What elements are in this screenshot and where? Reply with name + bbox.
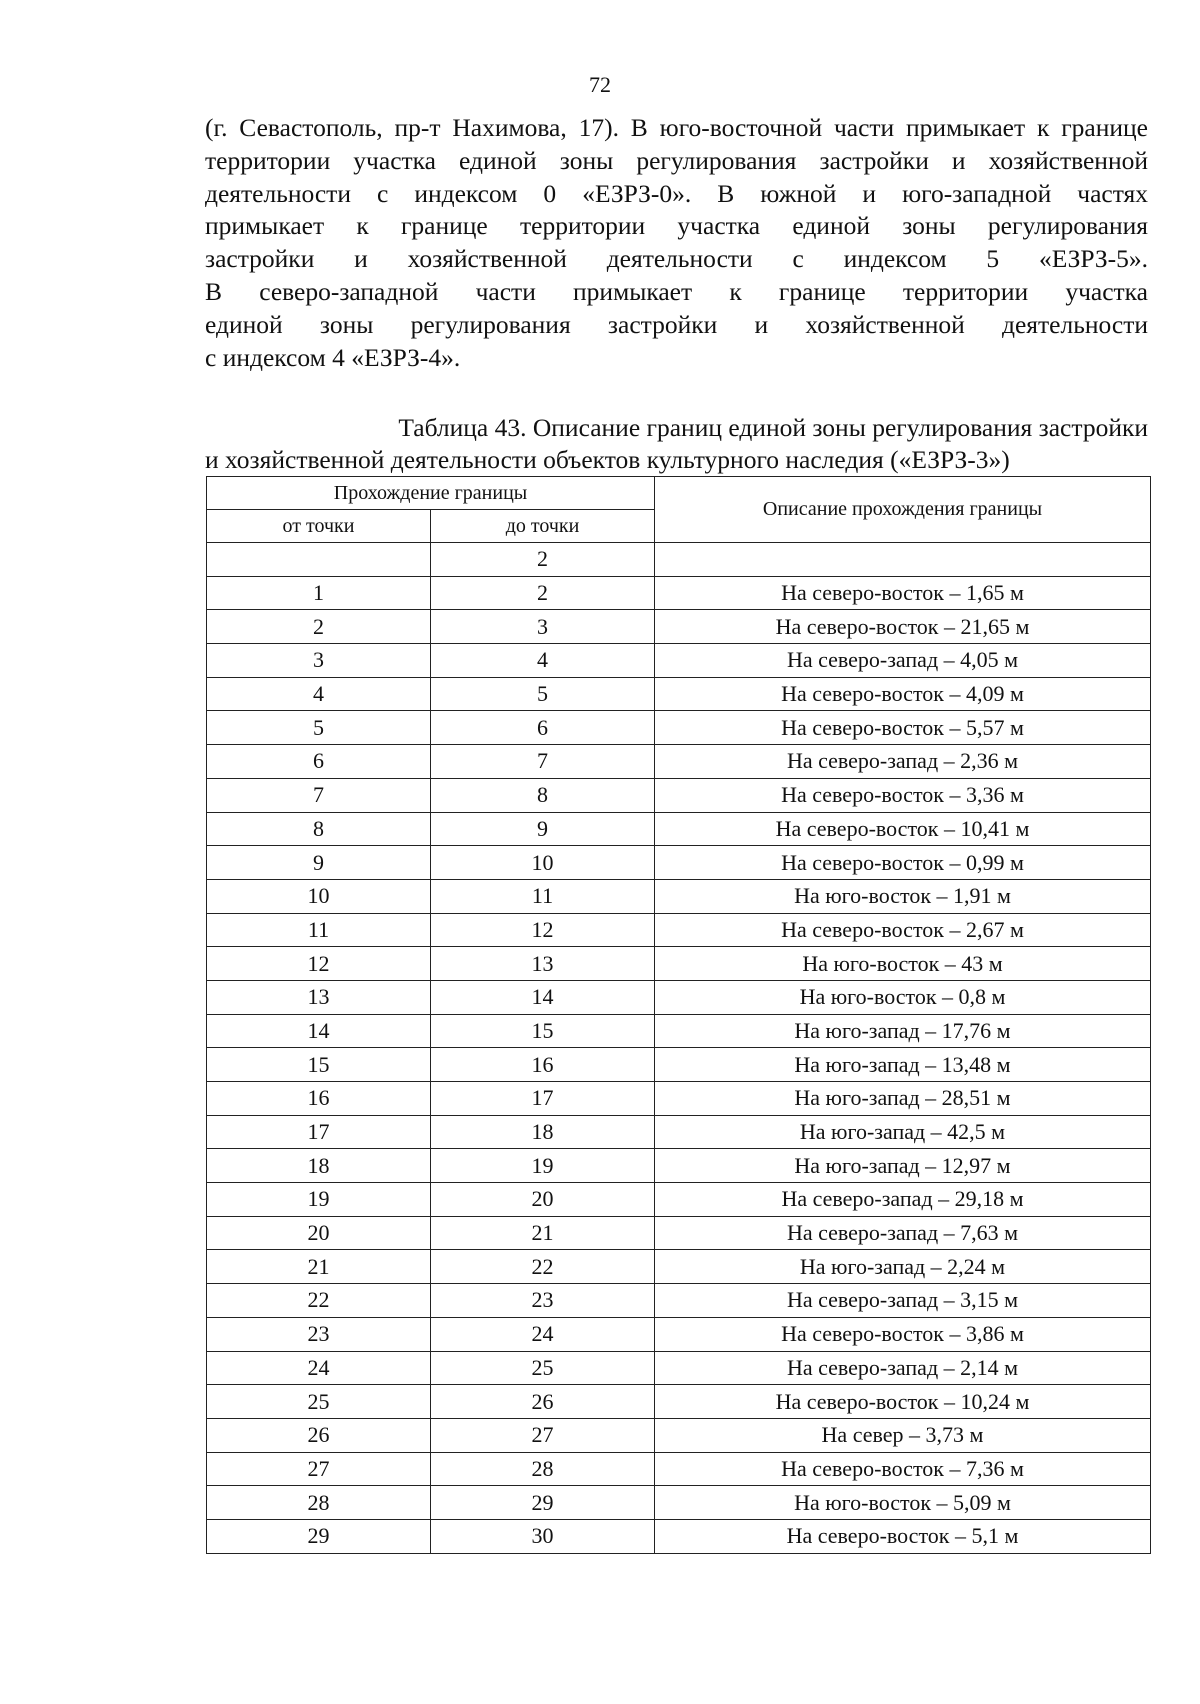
cell-description: На северо-запад – 2,14 м [655, 1351, 1151, 1385]
cell-to-point: 11 [431, 879, 655, 913]
table-row [207, 1149, 1151, 1183]
cell-to-point: 12 [431, 913, 655, 947]
table-row [207, 1014, 1151, 1048]
cell-description: На юго-запад – 17,76 м [655, 1014, 1151, 1048]
table-body [207, 543, 1151, 1554]
cell-description: На северо-восток – 2,67 м [655, 913, 1151, 947]
cell-description: На северо-запад – 29,18 м [655, 1183, 1151, 1217]
cell-to-point: 10 [431, 846, 655, 880]
table-row [207, 980, 1151, 1014]
header-boundary-passage: Прохождение границы [207, 477, 655, 510]
table-row [207, 745, 1151, 779]
paragraph-line: с индексом 4 «ЕЗРЗ-4». [205, 342, 461, 372]
cell-to-point: 21 [431, 1216, 655, 1250]
cell-description: На северо-восток – 10,24 м [655, 1385, 1151, 1419]
cell-to-point: 29 [431, 1486, 655, 1520]
table-row [207, 879, 1151, 913]
cell-from-point: 14 [207, 1014, 431, 1048]
cell-from-point: 25 [207, 1385, 431, 1419]
table-row [207, 1351, 1151, 1385]
cell-from-point: 15 [207, 1048, 431, 1082]
boundary-table [206, 476, 1151, 1554]
cell-description: На юго-восток – 5,09 м [655, 1486, 1151, 1520]
cell-to-point: 16 [431, 1048, 655, 1082]
paragraph-line: единой зоны регулирования застройки и хозяйственной деятельности [205, 309, 1148, 339]
cell-description: На северо-восток – 5,57 м [655, 711, 1151, 745]
cell-from-point: 13 [207, 980, 431, 1014]
cell-description: На северо-запад – 7,63 м [655, 1216, 1151, 1250]
cell-to-point: 15 [431, 1014, 655, 1048]
cell-to-point: 2 [431, 543, 655, 577]
cell-to-point: 18 [431, 1115, 655, 1149]
cell-from-point: 4 [207, 677, 431, 711]
table-row [207, 644, 1151, 678]
cell-description: На северо-восток – 3,86 м [655, 1317, 1151, 1351]
cell-from-point: 8 [207, 812, 431, 846]
cell-to-point: 22 [431, 1250, 655, 1284]
table-row [207, 1082, 1151, 1116]
cell-from-point: 20 [207, 1216, 431, 1250]
cell-description: На юго-запад – 12,97 м [655, 1149, 1151, 1183]
table-row [207, 778, 1151, 812]
cell-to-point: 25 [431, 1351, 655, 1385]
cell-description [655, 543, 1151, 577]
cell-from-point: 19 [207, 1183, 431, 1217]
cell-to-point: 30 [431, 1519, 655, 1553]
cell-description: На юго-восток – 0,8 м [655, 980, 1151, 1014]
cell-to-point: 14 [431, 980, 655, 1014]
cell-description: На северо-запад – 4,05 м [655, 644, 1151, 678]
cell-description: На северо-восток – 1,65 м [655, 576, 1151, 610]
cell-from-point: 27 [207, 1452, 431, 1486]
table-row [207, 1519, 1151, 1553]
cell-from-point: 5 [207, 711, 431, 745]
table-row [207, 846, 1151, 880]
table-caption-line: и хозяйственной деятельности объектов культурного наследия («ЕЗРЗ-3») [205, 445, 1010, 474]
cell-to-point: 17 [431, 1082, 655, 1116]
cell-to-point: 3 [431, 610, 655, 644]
table-row [207, 1385, 1151, 1419]
paragraph-line: застройки и хозяйственной деятельности с индексом 5 «ЕЗРЗ-5». [205, 244, 1148, 274]
cell-description: На юго-запад – 13,48 м [655, 1048, 1151, 1082]
cell-from-point: 12 [207, 947, 431, 981]
paragraph-line: деятельности с индексом 0 «ЕЗРЗ-0». В южной и юго-западной частях [205, 178, 1148, 208]
table-row [207, 1418, 1151, 1452]
cell-description: На юго-запад – 42,5 м [655, 1115, 1151, 1149]
cell-to-point: 6 [431, 711, 655, 745]
header-description: Описание прохождения границы [655, 477, 1151, 543]
table-row [207, 610, 1151, 644]
cell-to-point: 23 [431, 1284, 655, 1318]
page-number: 72 [589, 72, 611, 97]
cell-description: На юго-восток – 1,91 м [655, 879, 1151, 913]
cell-description: На северо-восток – 21,65 м [655, 610, 1151, 644]
cell-from-point: 24 [207, 1351, 431, 1385]
cell-from-point: 6 [207, 745, 431, 779]
cell-from-point: 18 [207, 1149, 431, 1183]
cell-description: На северо-восток – 10,41 м [655, 812, 1151, 846]
cell-description: На северо-восток – 4,09 м [655, 677, 1151, 711]
cell-description: На юго-запад – 2,24 м [655, 1250, 1151, 1284]
cell-from-point: 7 [207, 778, 431, 812]
table-row [207, 1452, 1151, 1486]
table-row [207, 543, 1151, 577]
cell-from-point: 3 [207, 644, 431, 678]
table-row [207, 1048, 1151, 1082]
cell-description: На север – 3,73 м [655, 1418, 1151, 1452]
cell-from-point: 28 [207, 1486, 431, 1520]
table-row [207, 1250, 1151, 1284]
cell-from-point: 29 [207, 1519, 431, 1553]
table-row [207, 1486, 1151, 1520]
table-row [207, 947, 1151, 981]
cell-to-point: 9 [431, 812, 655, 846]
table-row [207, 812, 1151, 846]
table-row [207, 913, 1151, 947]
cell-to-point: 4 [431, 644, 655, 678]
cell-from-point: 10 [207, 879, 431, 913]
table-caption [205, 412, 1148, 476]
cell-description: На юго-восток – 43 м [655, 947, 1151, 981]
cell-description: На северо-запад – 3,15 м [655, 1284, 1151, 1318]
header-to-point: до точки [431, 510, 655, 543]
table-row [207, 576, 1151, 610]
header-from-point: от точки [207, 510, 431, 543]
cell-from-point: 16 [207, 1082, 431, 1116]
cell-from-point: 22 [207, 1284, 431, 1318]
cell-to-point: 19 [431, 1149, 655, 1183]
table-row [207, 1183, 1151, 1217]
cell-description: На северо-запад – 2,36 м [655, 745, 1151, 779]
table-row [207, 1216, 1151, 1250]
cell-to-point: 24 [431, 1317, 655, 1351]
cell-to-point: 20 [431, 1183, 655, 1217]
cell-to-point: 8 [431, 778, 655, 812]
cell-from-point: 11 [207, 913, 431, 947]
cell-from-point: 1 [207, 576, 431, 610]
cell-to-point: 7 [431, 745, 655, 779]
cell-to-point: 27 [431, 1418, 655, 1452]
cell-description: На северо-восток – 0,99 м [655, 846, 1151, 880]
paragraph-line: примыкает к границе территории участка единой зоны регулирования [205, 211, 1148, 241]
cell-from-point [207, 543, 431, 577]
cell-to-point: 2 [431, 576, 655, 610]
table-caption-line: Таблица 43. Описание границ единой зоны регулирования застройки [398, 413, 1148, 442]
cell-description: На северо-восток – 5,1 м [655, 1519, 1151, 1553]
table-row [207, 711, 1151, 745]
table-row [207, 677, 1151, 711]
cell-to-point: 26 [431, 1385, 655, 1419]
paragraph-line: В северо-западной части примыкает к границе территории участка [205, 276, 1148, 306]
cell-from-point: 9 [207, 846, 431, 880]
cell-to-point: 13 [431, 947, 655, 981]
cell-to-point: 28 [431, 1452, 655, 1486]
cell-from-point: 17 [207, 1115, 431, 1149]
cell-from-point: 2 [207, 610, 431, 644]
cell-from-point: 21 [207, 1250, 431, 1284]
table-row [207, 1284, 1151, 1318]
cell-description: На северо-восток – 3,36 м [655, 778, 1151, 812]
table-row [207, 1115, 1151, 1149]
paragraph-line: (г. Севастополь, пр-т Нахимова, 17). В юго-восточной части примыкает к границе [205, 113, 1148, 142]
table-row [207, 1317, 1151, 1351]
cell-from-point: 23 [207, 1317, 431, 1351]
cell-description: На северо-восток – 7,36 м [655, 1452, 1151, 1486]
cell-from-point: 26 [207, 1418, 431, 1452]
body-paragraph [205, 112, 1148, 374]
cell-description: На юго-запад – 28,51 м [655, 1082, 1151, 1116]
paragraph-line: территории участка единой зоны регулирования застройки и хозяйственной [205, 145, 1148, 175]
cell-to-point: 5 [431, 677, 655, 711]
